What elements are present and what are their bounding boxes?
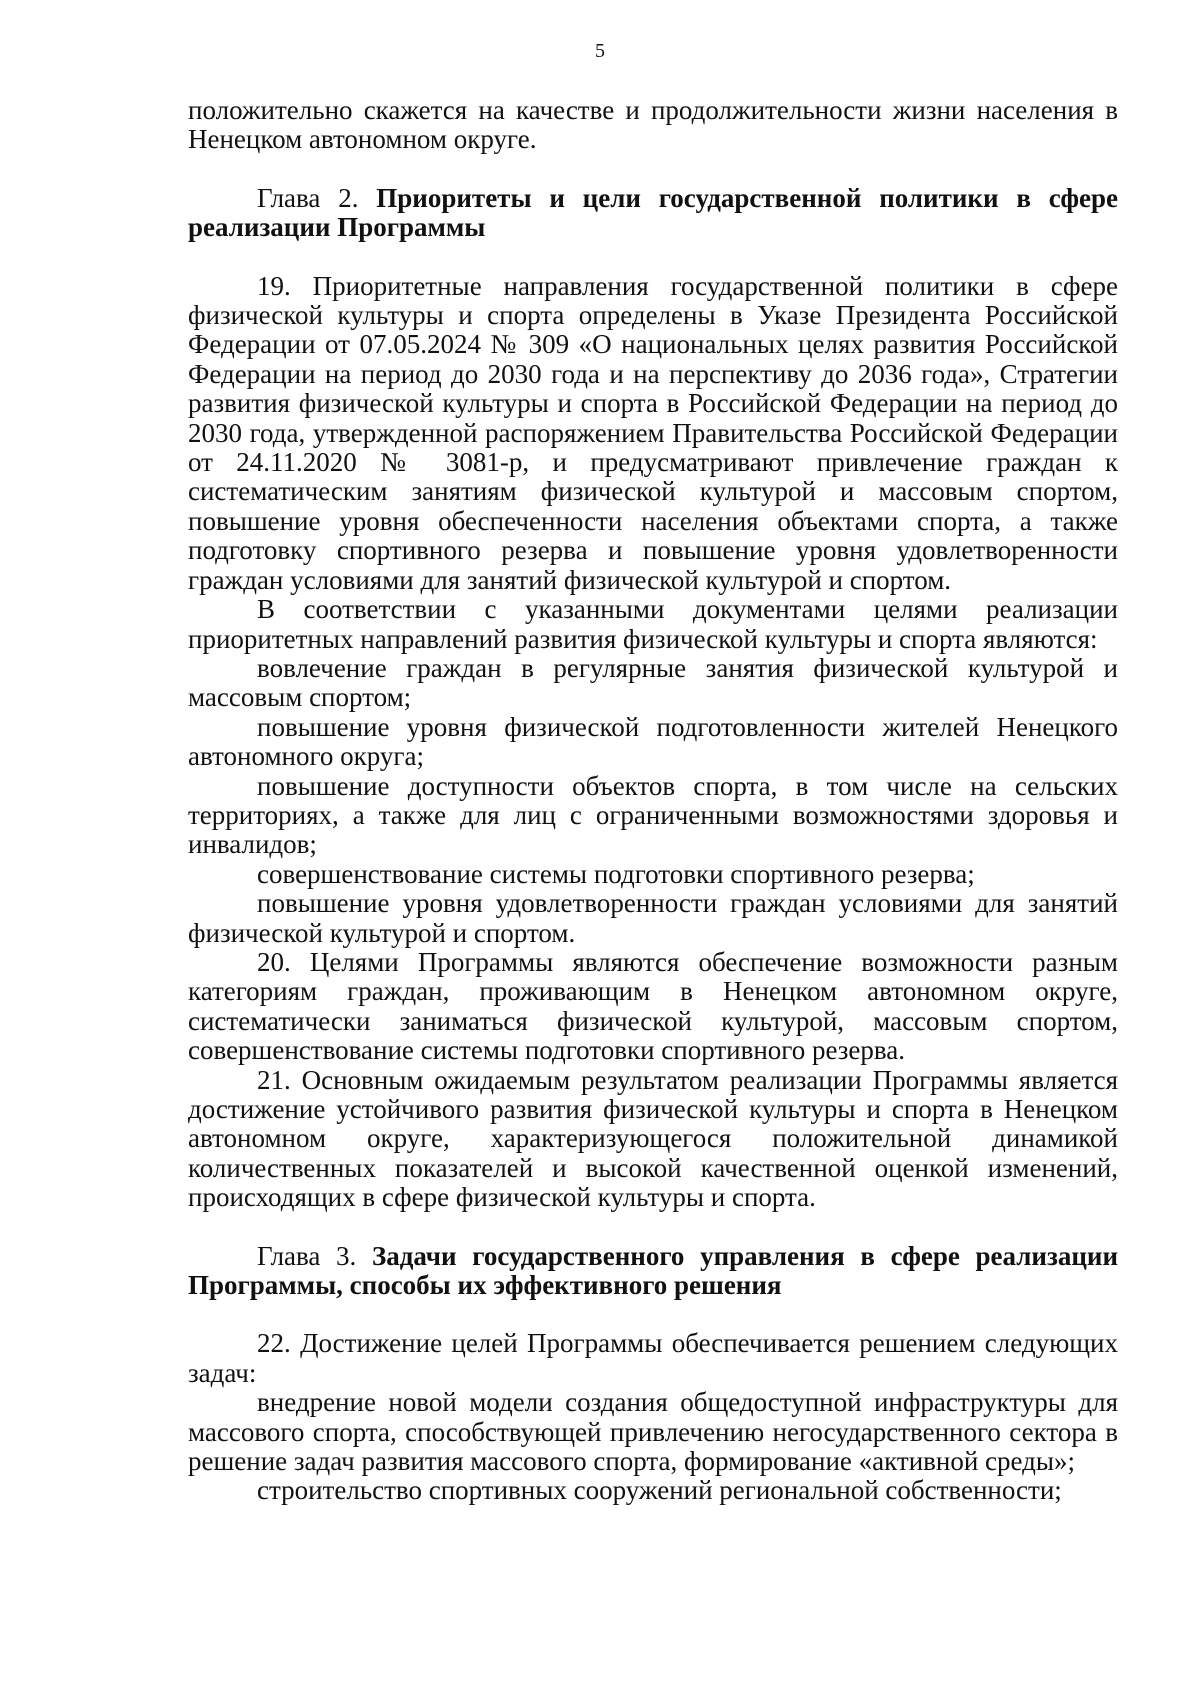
chapter-3-label: Глава 3. — [257, 1240, 357, 1271]
paragraph-continuation: положительно скажется на качестве и продолжительности жизни населения в Ненецком автономном округе. — [188, 95, 1118, 155]
chapter-2-title: Приоритеты и цели государственной политики в сфере реализации Программы — [188, 182, 1119, 243]
task-item-1: внедрение новой модели создания общедоступной инфраструктуры для массового спорта, способствующей привлечению негосударственного сектора в решение задач развития массового спорта, формирование «активной среды»; — [188, 1387, 1118, 1477]
chapter-3-title: Задачи государственного управления в сфере реализации Программы, способы их эффективного решения — [188, 1240, 1118, 1301]
document-body — [188, 96, 1118, 1506]
task-item-2: строительство спортивных сооружений региональной собственности; — [257, 1475, 1062, 1506]
goal-item-5: повышение уровня удовлетворенности граждан условиями для занятий физической культурой и спортом. — [188, 888, 1118, 948]
goal-item-4: совершенствование системы подготовки спортивного резерва; — [257, 858, 975, 889]
paragraph-22: 22. Достижение целей Программы обеспечивается решением следующих задач: — [188, 1328, 1118, 1388]
paragraph-21: 21. Основным ожидаемым результатом реализации Программы является достижение устойчивого развития физической культуры и спорта в Ненецком автономном округе, характеризующегося положительной динамикой количественных показателей и высокой качественной оценкой изменений, происходящих в сфере физической культуры и спорта. — [188, 1064, 1118, 1213]
goal-item-1: вовлечение граждан в регулярные занятия физической культурой и массовым спортом; — [188, 652, 1118, 713]
chapter-3-heading — [188, 1242, 1118, 1301]
page-number: 5 — [595, 40, 605, 62]
goal-item-3: повышение доступности объектов спорта, в том числе на сельских территориях, а также для лиц с ограниченными возможностями здоровья и инвалидов; — [188, 770, 1118, 860]
paragraph-19: 19. Приоритетные направления государственной политики в сфере физической культуры и спорта определены в Указе Президента Российской Федерации от 07.05.2024 № 309 «О национальных целях развития Российской Федерации на период до 2030 года и на перспективу до 2036 года», Стратегии развития физической культуры и спорта в Российской Федерации на период до 2030 года, утвержденной распоряжением Правительства Российской Федерации от 24.11.2020 № 3081-р, и предусматривают привлечение граждан к систематическим занятиям физической культурой и массовым спортом, повышение уровня обеспеченности населения объектами спорта, а также подготовку спортивного резерва и повышение уровня удовлетворенности граждан условиями для занятий физической культурой и спортом. — [188, 270, 1118, 595]
chapter-2-label: Глава 2. — [257, 182, 359, 213]
paragraph-20: 20. Целями Программы являются обеспечение возможности разным категориям граждан, проживающим в Ненецком автономном округе, систематически заниматься физической культурой, массовым спортом, совершенствование системы подготовки спортивного резерва. — [188, 946, 1118, 1066]
paragraph-19-goals-intro: В соответствии с указанными документами целями реализации приоритетных направлений развития физической культуры и спорта являются: — [188, 594, 1118, 654]
chapter-2-heading — [188, 184, 1118, 243]
goal-item-2: повышение уровня физической подготовленности жителей Ненецкого автономного округа; — [188, 711, 1118, 772]
